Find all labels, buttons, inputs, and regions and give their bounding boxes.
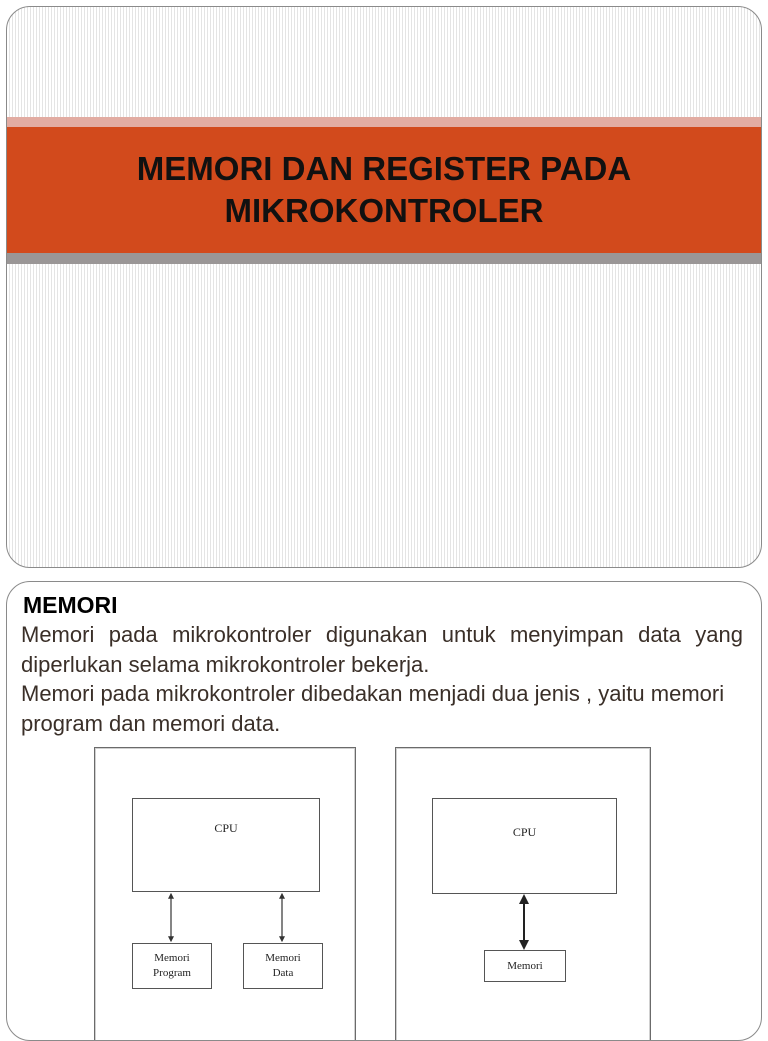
body-paragraph-2: Memori pada mikrokontroler dibedakan menjadi dua jenis , yaitu memori program dan memori data.	[21, 681, 725, 736]
harvard-architecture-diagram	[94, 747, 356, 1041]
title-band	[7, 127, 761, 253]
cpu-label: CPU	[214, 821, 238, 835]
slide-title	[84, 148, 684, 232]
cpu-box	[132, 798, 320, 892]
title-bottom-accent-band	[7, 253, 761, 264]
right-diagram-arrows	[396, 748, 650, 1041]
slide-title-line-2: MIKROKONTROLER	[224, 192, 544, 229]
title-slide	[6, 6, 762, 568]
title-top-accent-band	[7, 117, 761, 127]
content-slide	[6, 581, 762, 1041]
section-heading: MEMORI	[23, 592, 118, 618]
left-diagram-arrows	[95, 748, 355, 1041]
memori-label: Memori	[507, 960, 543, 972]
body-paragraph-1: Memori pada mikrokontroler digunakan untuk menyimpan data yang diperlukan selama mikrokontroler bekerja.	[21, 622, 743, 677]
section-body	[21, 620, 743, 738]
slide-title-line-1: MEMORI DAN REGISTER PADA	[136, 150, 632, 187]
cpu-label: CPU	[512, 825, 537, 839]
memori-data-box	[243, 943, 323, 989]
memori-program-box	[132, 943, 212, 989]
memori-data-label-2: Data	[272, 967, 294, 979]
cpu-box	[432, 798, 617, 894]
von-neumann-architecture-diagram	[395, 747, 651, 1041]
memori-data-label-1: Memori	[265, 952, 301, 964]
memori-program-label-1: Memori	[154, 952, 190, 964]
memori-program-label-2: Program	[153, 967, 191, 979]
memori-box	[484, 950, 566, 982]
